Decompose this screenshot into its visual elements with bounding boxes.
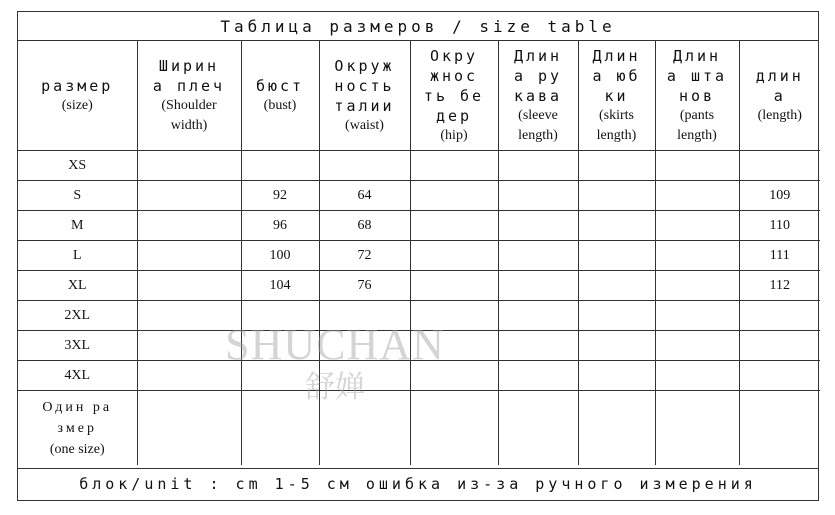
- table-cell: [498, 151, 578, 181]
- table-cell: [655, 271, 739, 301]
- watermark-cn: 舒婵: [305, 370, 365, 405]
- table-row-onesize: [18, 391, 820, 466]
- table-cell: [410, 301, 498, 331]
- table-cell: [739, 151, 820, 181]
- header-label-en: (bust): [263, 97, 297, 113]
- onesize-label-line: змер: [57, 420, 97, 436]
- table-cell: [410, 241, 498, 271]
- table-row: [18, 241, 820, 271]
- header-label-ru: а: [773, 86, 786, 105]
- header-label-en: (sleeve: [518, 107, 558, 123]
- header-label-ru: дер: [435, 106, 473, 125]
- header-label-ru: Длин: [592, 46, 641, 65]
- header-label-ru: а плеч: [152, 76, 226, 95]
- table-cell: [498, 271, 578, 301]
- header-cell: [410, 41, 498, 151]
- header-cell: [319, 41, 410, 151]
- table-cell: [498, 391, 578, 466]
- header-row: [18, 41, 820, 151]
- size-label: 2XL: [18, 301, 137, 331]
- table-cell: [498, 331, 578, 361]
- header-label-ru: размер: [41, 76, 114, 95]
- header-label-ru: ность: [334, 76, 395, 95]
- table-cell: [137, 271, 241, 301]
- header-label-ru: а юб: [592, 66, 641, 85]
- table-cell: 109: [739, 181, 820, 211]
- table-cell: [655, 301, 739, 331]
- table-row: [18, 271, 820, 301]
- table-cell: [319, 301, 410, 331]
- table-cell: [578, 301, 655, 331]
- table-cell: [137, 211, 241, 241]
- size-label: M: [18, 211, 137, 241]
- header-cell: [655, 41, 739, 151]
- table-cell: [410, 361, 498, 391]
- header-cell: [18, 41, 137, 151]
- table-row: [18, 361, 820, 391]
- table-cell: [655, 241, 739, 271]
- table-cell: [498, 301, 578, 331]
- table-cell: [410, 181, 498, 211]
- table-cell: [137, 331, 241, 361]
- table-cell: [319, 361, 410, 391]
- table-cell: [498, 361, 578, 391]
- size-label: XL: [18, 271, 137, 301]
- table-cell: [137, 181, 241, 211]
- onesize-label-line: Один ра: [42, 399, 113, 415]
- table-cell: 111: [739, 241, 820, 271]
- table-cell: [137, 151, 241, 181]
- table-title: Таблица размеров / size table: [18, 12, 818, 41]
- header-cell: [739, 41, 820, 151]
- table-cell: [739, 331, 820, 361]
- table-cell: [410, 151, 498, 181]
- table-cell: [578, 151, 655, 181]
- table-cell: 92: [241, 181, 319, 211]
- header-label-ru: Окру: [429, 46, 479, 65]
- table-cell: [319, 391, 410, 466]
- table-row: [18, 301, 820, 331]
- size-label: XS: [18, 151, 137, 181]
- table-cell: [655, 181, 739, 211]
- table-cell: [319, 151, 410, 181]
- header-label-en: (length): [757, 107, 802, 123]
- table-body: [18, 151, 820, 466]
- table-cell: [498, 241, 578, 271]
- size-table: [18, 41, 820, 465]
- header-cell: [578, 41, 655, 151]
- table-cell: 104: [241, 271, 319, 301]
- table-cell: [410, 271, 498, 301]
- watermark-brand: SHUCHAN: [225, 320, 445, 369]
- onesize-label-line: (one size): [49, 441, 105, 457]
- table-cell: [137, 301, 241, 331]
- table-cell: [739, 391, 820, 466]
- table-cell: [578, 241, 655, 271]
- header-label-ru: Ширин: [158, 56, 220, 75]
- header-label-en: (pants: [679, 107, 715, 123]
- header-label-en: (size): [61, 97, 93, 113]
- table-cell: 64: [319, 181, 410, 211]
- header-label-ru: бюст: [255, 76, 305, 95]
- header-label-ru: жнос: [429, 66, 479, 85]
- header-label-ru: а ру: [513, 66, 563, 85]
- table-cell: [578, 181, 655, 211]
- table-cell: [655, 151, 739, 181]
- table-cell: 96: [241, 211, 319, 241]
- header-label-ru: талии: [334, 96, 395, 115]
- header-label-ru: Окруж: [334, 56, 395, 75]
- table-cell: 110: [739, 211, 820, 241]
- header-label-en: length): [677, 127, 717, 143]
- header-label-ru: Длин: [513, 46, 563, 65]
- header-cell: [498, 41, 578, 151]
- table-cell: [578, 361, 655, 391]
- header-label-en: width): [170, 117, 208, 133]
- table-cell: [137, 241, 241, 271]
- table-cell: [578, 391, 655, 466]
- size-label: 3XL: [18, 331, 137, 361]
- table-cell: [655, 211, 739, 241]
- table-cell: [578, 271, 655, 301]
- header-label-en: length): [518, 127, 558, 143]
- size-label: L: [18, 241, 137, 271]
- table-cell: [655, 391, 739, 466]
- header-label-ru: ки: [604, 86, 629, 105]
- table-cell: 100: [241, 241, 319, 271]
- table-cell: [410, 211, 498, 241]
- table-row: [18, 211, 820, 241]
- table-cell: [319, 331, 410, 361]
- table-row: [18, 331, 820, 361]
- header-label-en: (Shoulder: [161, 97, 217, 113]
- table-cell: [655, 331, 739, 361]
- header-cell: [137, 41, 241, 151]
- table-cell: [241, 331, 319, 361]
- table-cell: 72: [319, 241, 410, 271]
- table-cell: [498, 181, 578, 211]
- header-label-en: (waist): [345, 117, 384, 133]
- header-cell: [241, 41, 319, 151]
- size-label: S: [18, 181, 137, 211]
- onesize-label: [18, 391, 137, 466]
- header-label-ru: а шта: [666, 66, 728, 85]
- table-cell: [739, 301, 820, 331]
- table-cell: [655, 361, 739, 391]
- table-cell: [410, 391, 498, 466]
- table-footer: блок/unit : cm 1-5 см ошибка из-за ручного измерения: [18, 468, 818, 500]
- table-cell: 68: [319, 211, 410, 241]
- table-cell: [241, 301, 319, 331]
- table-row: [18, 181, 820, 211]
- size-table-frame: [17, 11, 819, 501]
- size-label: 4XL: [18, 361, 137, 391]
- table-cell: [578, 331, 655, 361]
- header-label-ru: ть бе: [423, 86, 485, 105]
- table-cell: [241, 151, 319, 181]
- header-label-en: length): [596, 127, 637, 143]
- header-label-en: (skirts: [599, 107, 634, 123]
- header-label-ru: Длин: [672, 46, 722, 65]
- table-cell: 76: [319, 271, 410, 301]
- header-label-ru: длин: [755, 66, 804, 85]
- header-label-ru: нов: [678, 86, 716, 105]
- header-label-ru: кава: [513, 86, 563, 105]
- table-cell: 112: [739, 271, 820, 301]
- table-cell: [498, 211, 578, 241]
- table-cell: [410, 331, 498, 361]
- table-cell: [241, 361, 319, 391]
- table-cell: [137, 361, 241, 391]
- table-cell: [578, 211, 655, 241]
- table-cell: [137, 391, 241, 466]
- table-cell: [739, 361, 820, 391]
- header-label-en: (hip): [440, 127, 468, 143]
- table-row: [18, 151, 820, 181]
- table-cell: [241, 391, 319, 466]
